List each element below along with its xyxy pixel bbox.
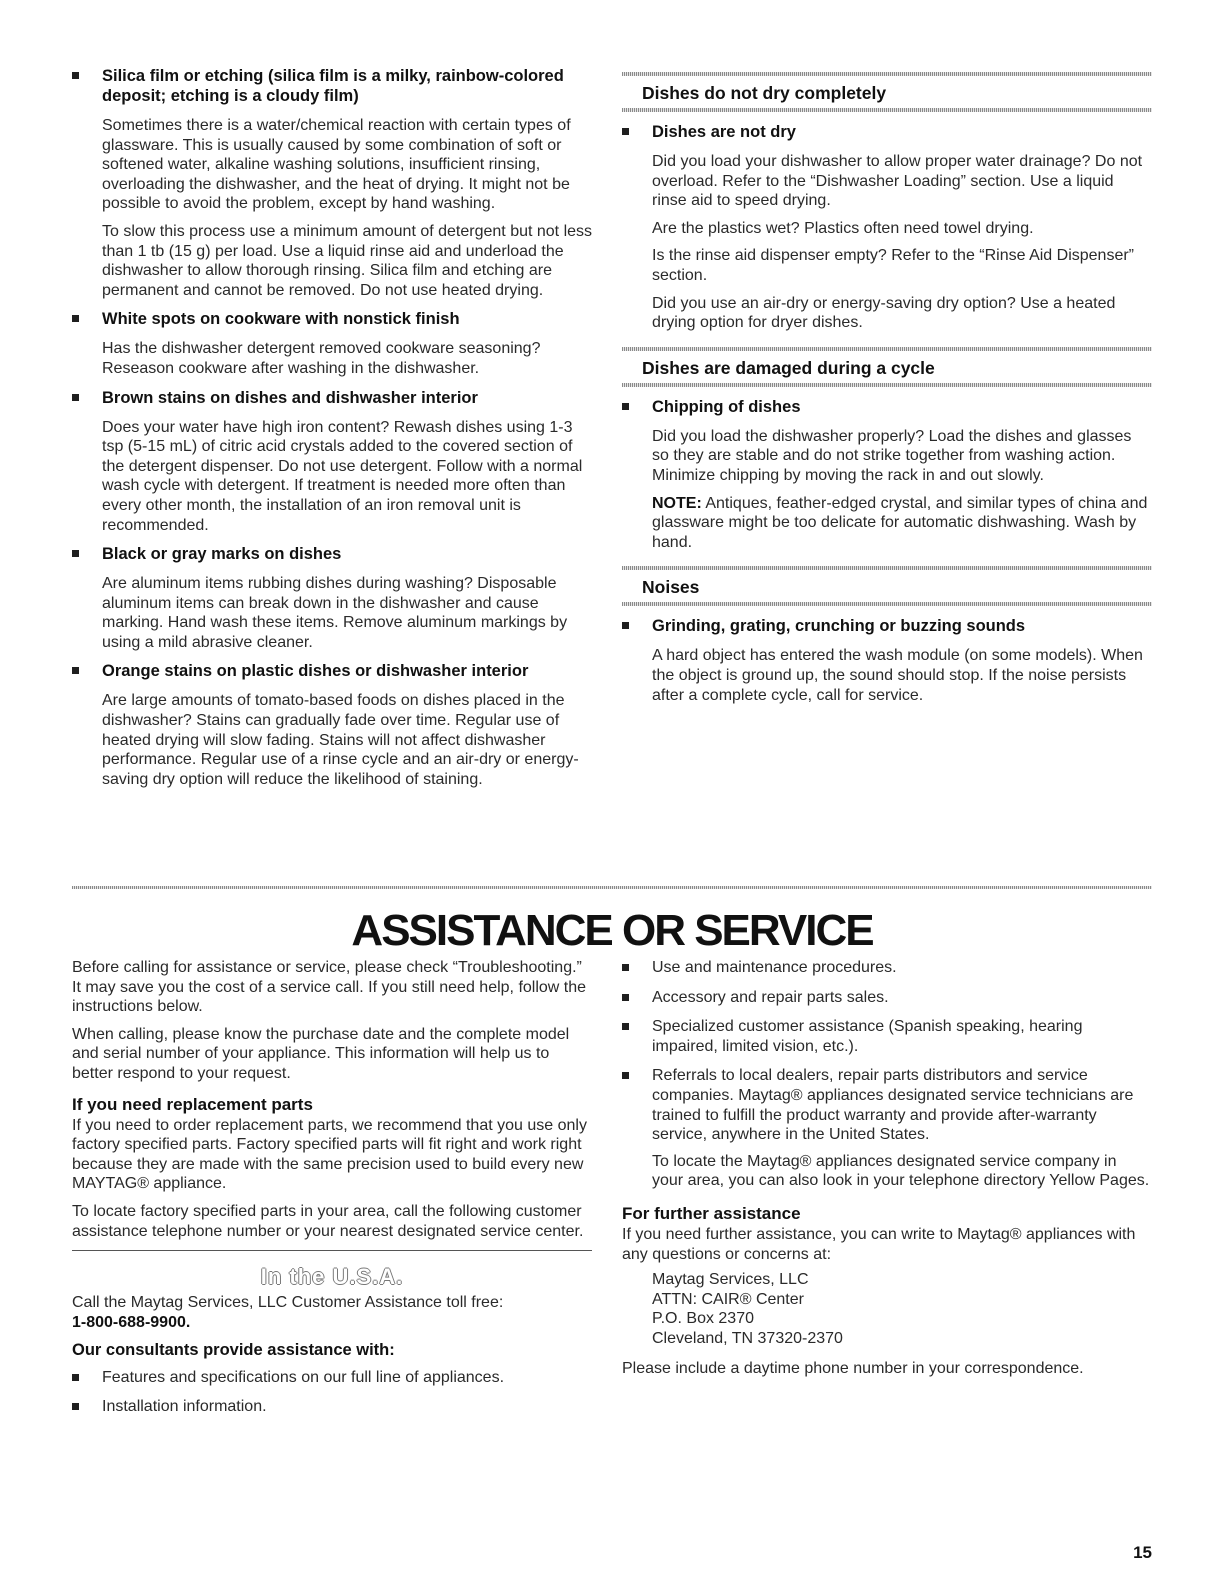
bullet-icon <box>622 1023 629 1030</box>
troubleshoot-item-brown-stains <box>72 388 592 536</box>
list-item-text: Use and maintenance procedures. <box>652 959 897 976</box>
page-title: ASSISTANCE OR SERVICE <box>351 906 873 955</box>
phone-number: 1-800-688-9900. <box>72 1313 191 1331</box>
further-paragraph: If you need further assistance, you can write to Maytag® appliances with any questions or concerns at: <box>622 1225 1136 1263</box>
list-item <box>622 1066 1152 1144</box>
section-dishes-not-dry <box>622 72 1152 333</box>
item-paragraph: Is the rinse aid dispenser empty? Refer to the “Rinse Aid Dispenser” section. <box>652 247 1135 284</box>
list-item <box>622 1017 1152 1056</box>
mailing-address <box>622 1270 1152 1348</box>
divider <box>622 72 1152 76</box>
section-noises <box>622 566 1152 705</box>
troubleshoot-item-orange-stains <box>72 661 592 789</box>
divider <box>622 383 1152 387</box>
note-text: Antiques, feather-edged crystal, and similar types of china and glassware might be too delicate for automatic dishwashing. Wash by hand. <box>652 494 1148 551</box>
call-text: Call the Maytag Services, LLC Customer Assistance toll free: <box>72 1294 504 1312</box>
note-paragraph <box>652 494 1152 553</box>
troubleshooting-right-column <box>622 72 1152 705</box>
further-assistance-heading: For further assistance <box>622 1203 801 1223</box>
bullet-icon <box>622 622 629 629</box>
bullet-icon <box>622 964 629 971</box>
section-heading-bar <box>622 566 1152 606</box>
list-item <box>622 958 1152 978</box>
item-paragraph: To slow this process use a minimum amount of detergent but not less than 1 tb (15 g) per load. Use a liquid rinse aid and underload the dishwasher to allow thorough rinsing. Silica film and etching are permanent and cannot be removed. Do not use heated drying. <box>102 222 593 299</box>
troubleshoot-item-silica <box>72 66 592 300</box>
list-item <box>622 988 1152 1008</box>
bullet-icon <box>72 667 79 674</box>
bullet-icon <box>72 1403 79 1410</box>
troubleshoot-item-black-marks <box>72 544 592 652</box>
troubleshoot-item-not-dry <box>622 122 1152 333</box>
address-line: Maytag Services, LLC <box>652 1271 809 1289</box>
page-number: 15 <box>1133 1543 1152 1562</box>
bullet-icon <box>72 394 79 401</box>
item-title: Black or gray marks on dishes <box>102 545 342 564</box>
divider <box>72 1250 592 1251</box>
divider <box>622 566 1152 570</box>
troubleshoot-item-white-spots <box>72 309 592 378</box>
address-line: P.O. Box 2370 <box>652 1310 754 1328</box>
bullet-icon <box>72 72 79 79</box>
item-paragraph: Has the dishwasher detergent removed cookware seasoning? Reseason cookware after washing in the dishwasher. <box>102 340 541 377</box>
list-item-text: Features and specifications on our full line of appliances. <box>102 1368 505 1386</box>
parts-paragraph: If you need to order replacement parts, we recommend that you use only factory specified parts. Factory specified parts will fit right and work right because they are made with the same precision used to build every new MAYTAG® appliance. <box>72 1116 587 1193</box>
note-label: NOTE: <box>652 494 702 512</box>
troubleshoot-item-grinding <box>622 616 1152 705</box>
list-item-text: Specialized customer assistance (Spanish speaking, hearing impaired, limited vision, etc.). <box>652 1018 1083 1055</box>
list-item-text: Accessory and repair parts sales. <box>652 988 889 1006</box>
section-heading-bar <box>622 72 1152 112</box>
divider <box>622 602 1152 606</box>
bullet-icon <box>72 550 79 557</box>
item-title: Chipping of dishes <box>652 397 801 416</box>
list-item <box>72 1368 592 1388</box>
locate-paragraph: To locate the Maytag® appliances designated service company in your area, you can also look in your telephone directory Yellow Pages. <box>652 1152 1150 1190</box>
divider <box>622 108 1152 112</box>
consultants-heading: Our consultants provide assistance with: <box>72 1340 395 1359</box>
usa-banner: In the U.S.A. <box>260 1264 404 1290</box>
intro-paragraph: Before calling for assistance or service, please check “Troubleshooting.” It may save you the cost of a service call. If you still need help, follow the instructions below. <box>72 959 587 1016</box>
bullet-icon <box>622 1072 629 1079</box>
item-paragraph: Does your water have high iron content? Rewash dishes using 1-3 tsp (5-15 mL) of citric acid crystals added to the covered section of the detergent dispenser. Do not use detergent. Follow with a normal wash cycle with detergent. If treatment is needed more often than every other month, the installation of an iron removal unit is recommended. <box>102 418 583 534</box>
parts-paragraph: To locate factory specified parts in your area, call the following customer assistance telephone number or your nearest designated service center. <box>72 1202 584 1240</box>
item-title: Orange stains on plastic dishes or dishwasher interior <box>102 662 529 681</box>
intro-paragraph: When calling, please know the purchase date and the complete model and serial number of your appliance. This information will help us to better respond to your request. <box>72 1025 570 1082</box>
replacement-parts-heading: If you need replacement parts <box>72 1094 313 1114</box>
section-heading: Noises <box>642 577 700 598</box>
section-dishes-damaged <box>622 347 1152 553</box>
list-item-text: Referrals to local dealers, repair parts distributors and service companies. Maytag® appliances designated service technicians are trained to fulfill the product warranty and provide after-warranty service, anywhere in the United States. <box>652 1067 1134 1144</box>
item-paragraph: Did you use an air-dry or energy-saving dry option? Use a heated drying option for dryer dishes. <box>652 294 1116 332</box>
item-title: Silica film or etching (silica film is a milky, rainbow-colored deposit; etching is a cloudy film) <box>102 67 564 105</box>
item-title: Dishes are not dry <box>652 123 796 141</box>
troubleshoot-item-chipping <box>622 397 1152 553</box>
item-paragraph: Did you load your dishwasher to allow proper water drainage? Do not overload. Refer to the “Dishwasher Loading” section. Use a liquid rinse aid to speed drying. <box>652 153 1143 210</box>
bullet-icon <box>622 403 629 410</box>
section-heading: Dishes do not dry completely <box>642 83 887 103</box>
item-paragraph: Are large amounts of tomato-based foods on dishes placed in the dishwasher? Stains can gradually fade over time. Regular use of heated drying will slow fading. Stains will not affect dishwasher performance. Regular use of a rinse cycle and an air-dry or energy-saving dry option will reduce the likelihood of staining. <box>102 692 579 788</box>
bullet-icon <box>72 1374 79 1381</box>
list-item <box>72 1397 592 1417</box>
address-line: Cleveland, TN 37320-2370 <box>652 1329 843 1347</box>
assistance-left-column <box>72 958 592 1417</box>
divider <box>622 347 1152 351</box>
page-divider <box>72 886 1152 889</box>
item-paragraph: A hard object has entered the wash module (on some models). When the object is ground up, the sound should stop. If the noise persists after a complete cycle, call for service. <box>652 647 1143 704</box>
list-item-text: Installation information. <box>102 1398 267 1416</box>
section-heading: Dishes are damaged during a cycle <box>642 357 935 378</box>
troubleshooting-left-column <box>72 66 592 789</box>
section-heading-bar <box>622 347 1152 387</box>
address-line: ATTN: CAIR® Center <box>652 1290 804 1308</box>
item-title: White spots on cookware with nonstick finish <box>102 310 460 329</box>
item-paragraph: Are the plastics wet? Plastics often need towel drying. <box>652 219 1034 237</box>
bullet-icon <box>72 315 79 322</box>
bullet-icon <box>622 994 629 1001</box>
closing-paragraph: Please include a daytime phone number in your correspondence. <box>622 1359 1084 1377</box>
item-paragraph: Did you load the dishwasher properly? Load the dishes and glasses so they are stable and do not strike together from washing action. Minimize chipping by moving the rack in and out slowly. <box>652 427 1132 484</box>
item-title: Brown stains on dishes and dishwasher interior <box>102 388 478 407</box>
bullet-icon <box>622 128 629 135</box>
item-paragraph: Sometimes there is a water/chemical reaction with certain types of glassware. This is usually caused by some combination of soft or softened water, alkaline washing solutions, insufficient rinsing, overloading the dishwasher, and the heat of drying. It might not be possible to avoid the problem, except by hand washing. <box>102 117 571 213</box>
assistance-right-column <box>622 958 1152 1378</box>
item-paragraph: Are aluminum items rubbing dishes during washing? Disposable aluminum items can break down in the dishwasher and cause marking. Hand wash these items. Remove aluminum markings by using a mild abrasive cleaner. <box>102 575 568 651</box>
item-title: Grinding, grating, crunching or buzzing sounds <box>652 617 1026 636</box>
